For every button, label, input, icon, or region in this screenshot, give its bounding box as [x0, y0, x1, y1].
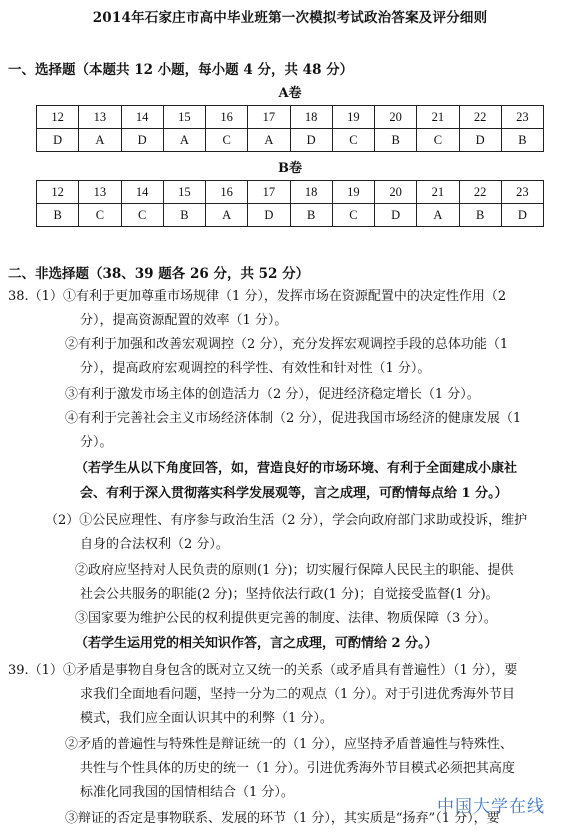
answer-cell: D	[459, 129, 501, 152]
table-b-label: B卷	[278, 161, 302, 176]
site-watermark: 中国大学在线	[437, 797, 545, 817]
q38-1-point-2-cont: 分），提高政府宏观调控的科学性、有效性和针对性（1 分）。	[80, 361, 431, 376]
q39-1-point-2-cont: 共性与个性具体的历史的统一（1 分）。引进优秀海外节目模式必须把其高度	[80, 761, 515, 776]
question-number: 16	[206, 181, 248, 204]
question-number: 20	[375, 181, 417, 204]
q39-1-point-1: 39.（1）①矛盾是事物自身包含的既对立又统一的关系（或矛盾具有普遍性）（1 分），要	[8, 663, 518, 678]
answer-cell: A	[206, 204, 248, 227]
answer-cell: D	[37, 129, 79, 152]
question-number: 14	[121, 181, 163, 204]
question-number: 22	[459, 181, 501, 204]
q39-1-point-1-cont2: 模式，我们应全面认识其中的利弊（1 分）。	[80, 711, 333, 726]
answer-cell: A	[79, 129, 121, 152]
answer-cell: B	[459, 204, 501, 227]
q38-1-scoring-note: （若学生从以下角度回答，如，营造良好的市场环境、有利于全面建成小康社	[75, 461, 518, 476]
section-2-heading: 二、非选择题（38、39 题各 26 分，共 52 分）	[8, 266, 310, 282]
answer-cell: C	[417, 129, 459, 152]
answer-cell: B	[163, 204, 205, 227]
q39-1-point-3: ③辩证的否定是事物联系、发展的环节（1 分），其实质是“扬弃”（1 分），要	[65, 811, 500, 826]
answer-cell: D	[121, 129, 163, 152]
question-number: 22	[459, 106, 501, 129]
q38-1-point-2: ②有利于加强和改善宏观调控（2 分），充分发挥宏观调控手段的总体功能（1	[65, 337, 509, 352]
question-number: 18	[290, 181, 332, 204]
answer-cell: C	[332, 204, 374, 227]
question-number: 19	[332, 181, 374, 204]
answer-cell: D	[290, 129, 332, 152]
question-number: 16	[206, 106, 248, 129]
section-1-heading: 一、选择题（本题共 12 小题，每小题 4 分，共 48 分）	[8, 62, 354, 78]
question-number: 17	[248, 106, 290, 129]
question-number: 13	[79, 106, 121, 129]
question-number: 13	[79, 181, 121, 204]
question-number: 14	[121, 106, 163, 129]
q38-2-point-3: ③国家要为维护公民的权利提供更完善的制度、法律、物质保障（3 分）。	[75, 611, 497, 626]
q38-2-point-1: （2）①公民应理性、有序参与政治生活（2 分），学会向政府部门求助或投诉，维护	[45, 513, 528, 528]
q38-2-scoring-note: （若学生运用党的相关知识作答，言之成理，可酌情给 2 分。）	[75, 636, 438, 651]
q39-1-point-2: ②矛盾的普遍性与特殊性是辩证统一的（1 分），应坚持矛盾普遍性与特殊性、	[65, 737, 513, 752]
q38-1-point-1: 38.（1）①有利于更加尊重市场规律（1 分），发挥市场在资源配置中的决定性作用（2	[8, 289, 507, 304]
table-b-answers-row	[37, 204, 544, 227]
answer-cell: C	[79, 204, 121, 227]
question-number: 23	[501, 106, 543, 129]
answer-table-b	[36, 180, 544, 227]
answer-cell: B	[290, 204, 332, 227]
answer-cell: B	[501, 129, 543, 152]
q38-1-point-4-cont: 分）。	[80, 435, 113, 450]
answer-cell: C	[332, 129, 374, 152]
answer-cell: B	[375, 129, 417, 152]
answer-table-a	[36, 105, 544, 152]
q39-1-point-2-cont2: 标准化同我国的国情相结合（1 分）。	[80, 785, 294, 800]
table-a-label: A卷	[278, 86, 302, 101]
table-a-numbers-row	[37, 106, 544, 129]
question-number: 15	[163, 181, 205, 204]
question-number: 19	[332, 106, 374, 129]
q38-2-point-2-cont: 社会公共服务的职能(2 分)；坚持依法行政(1 分)；自觉接受监督(1 分)。	[80, 587, 499, 602]
question-number: 23	[501, 181, 543, 204]
question-number: 21	[417, 106, 459, 129]
answer-cell: D	[248, 204, 290, 227]
answer-cell: D	[501, 204, 543, 227]
answer-cell: A	[163, 129, 205, 152]
q38-1-point-4: ④有利于完善社会主义市场经济体制（2 分），促进我国市场经济的健康发展（1	[65, 411, 522, 426]
answer-cell: A	[417, 204, 459, 227]
answer-cell: D	[375, 204, 417, 227]
question-number: 12	[37, 181, 79, 204]
q38-2-point-1-cont: 自身的合法权利（2 分）。	[80, 537, 229, 552]
question-number: 17	[248, 181, 290, 204]
document-title: 2014年石家庄市高中毕业班第一次模拟考试政治答案及评分细则	[92, 10, 488, 26]
answer-cell: C	[206, 129, 248, 152]
q39-1-point-1-cont: 求我们全面地看问题，坚持一分为二的观点（1 分）。对于引进优秀海外节目	[80, 687, 515, 702]
answer-cell: C	[121, 204, 163, 227]
q38-1-scoring-note-cont: 会、有利于深入贯彻落实科学发展观等，言之成理，可酌情每点给 1 分。）	[80, 486, 508, 501]
answer-cell: B	[37, 204, 79, 227]
q38-2-point-2: ②政府应坚持对人民负责的原则(1 分)；切实履行保障人民民主的职能、提供	[75, 563, 514, 578]
answer-cell: A	[248, 129, 290, 152]
q38-1-point-1-cont: 分），提高资源配置的效率（1 分）。	[80, 313, 288, 328]
question-number: 18	[290, 106, 332, 129]
q38-1-point-3: ③有利于激发市场主体的创造活力（2 分），促进经济稳定增长（1 分）。	[65, 387, 480, 402]
question-number: 12	[37, 106, 79, 129]
table-a-answers-row	[37, 129, 544, 152]
question-number: 15	[163, 106, 205, 129]
table-b-numbers-row	[37, 181, 544, 204]
question-number: 21	[417, 181, 459, 204]
question-number: 20	[375, 106, 417, 129]
